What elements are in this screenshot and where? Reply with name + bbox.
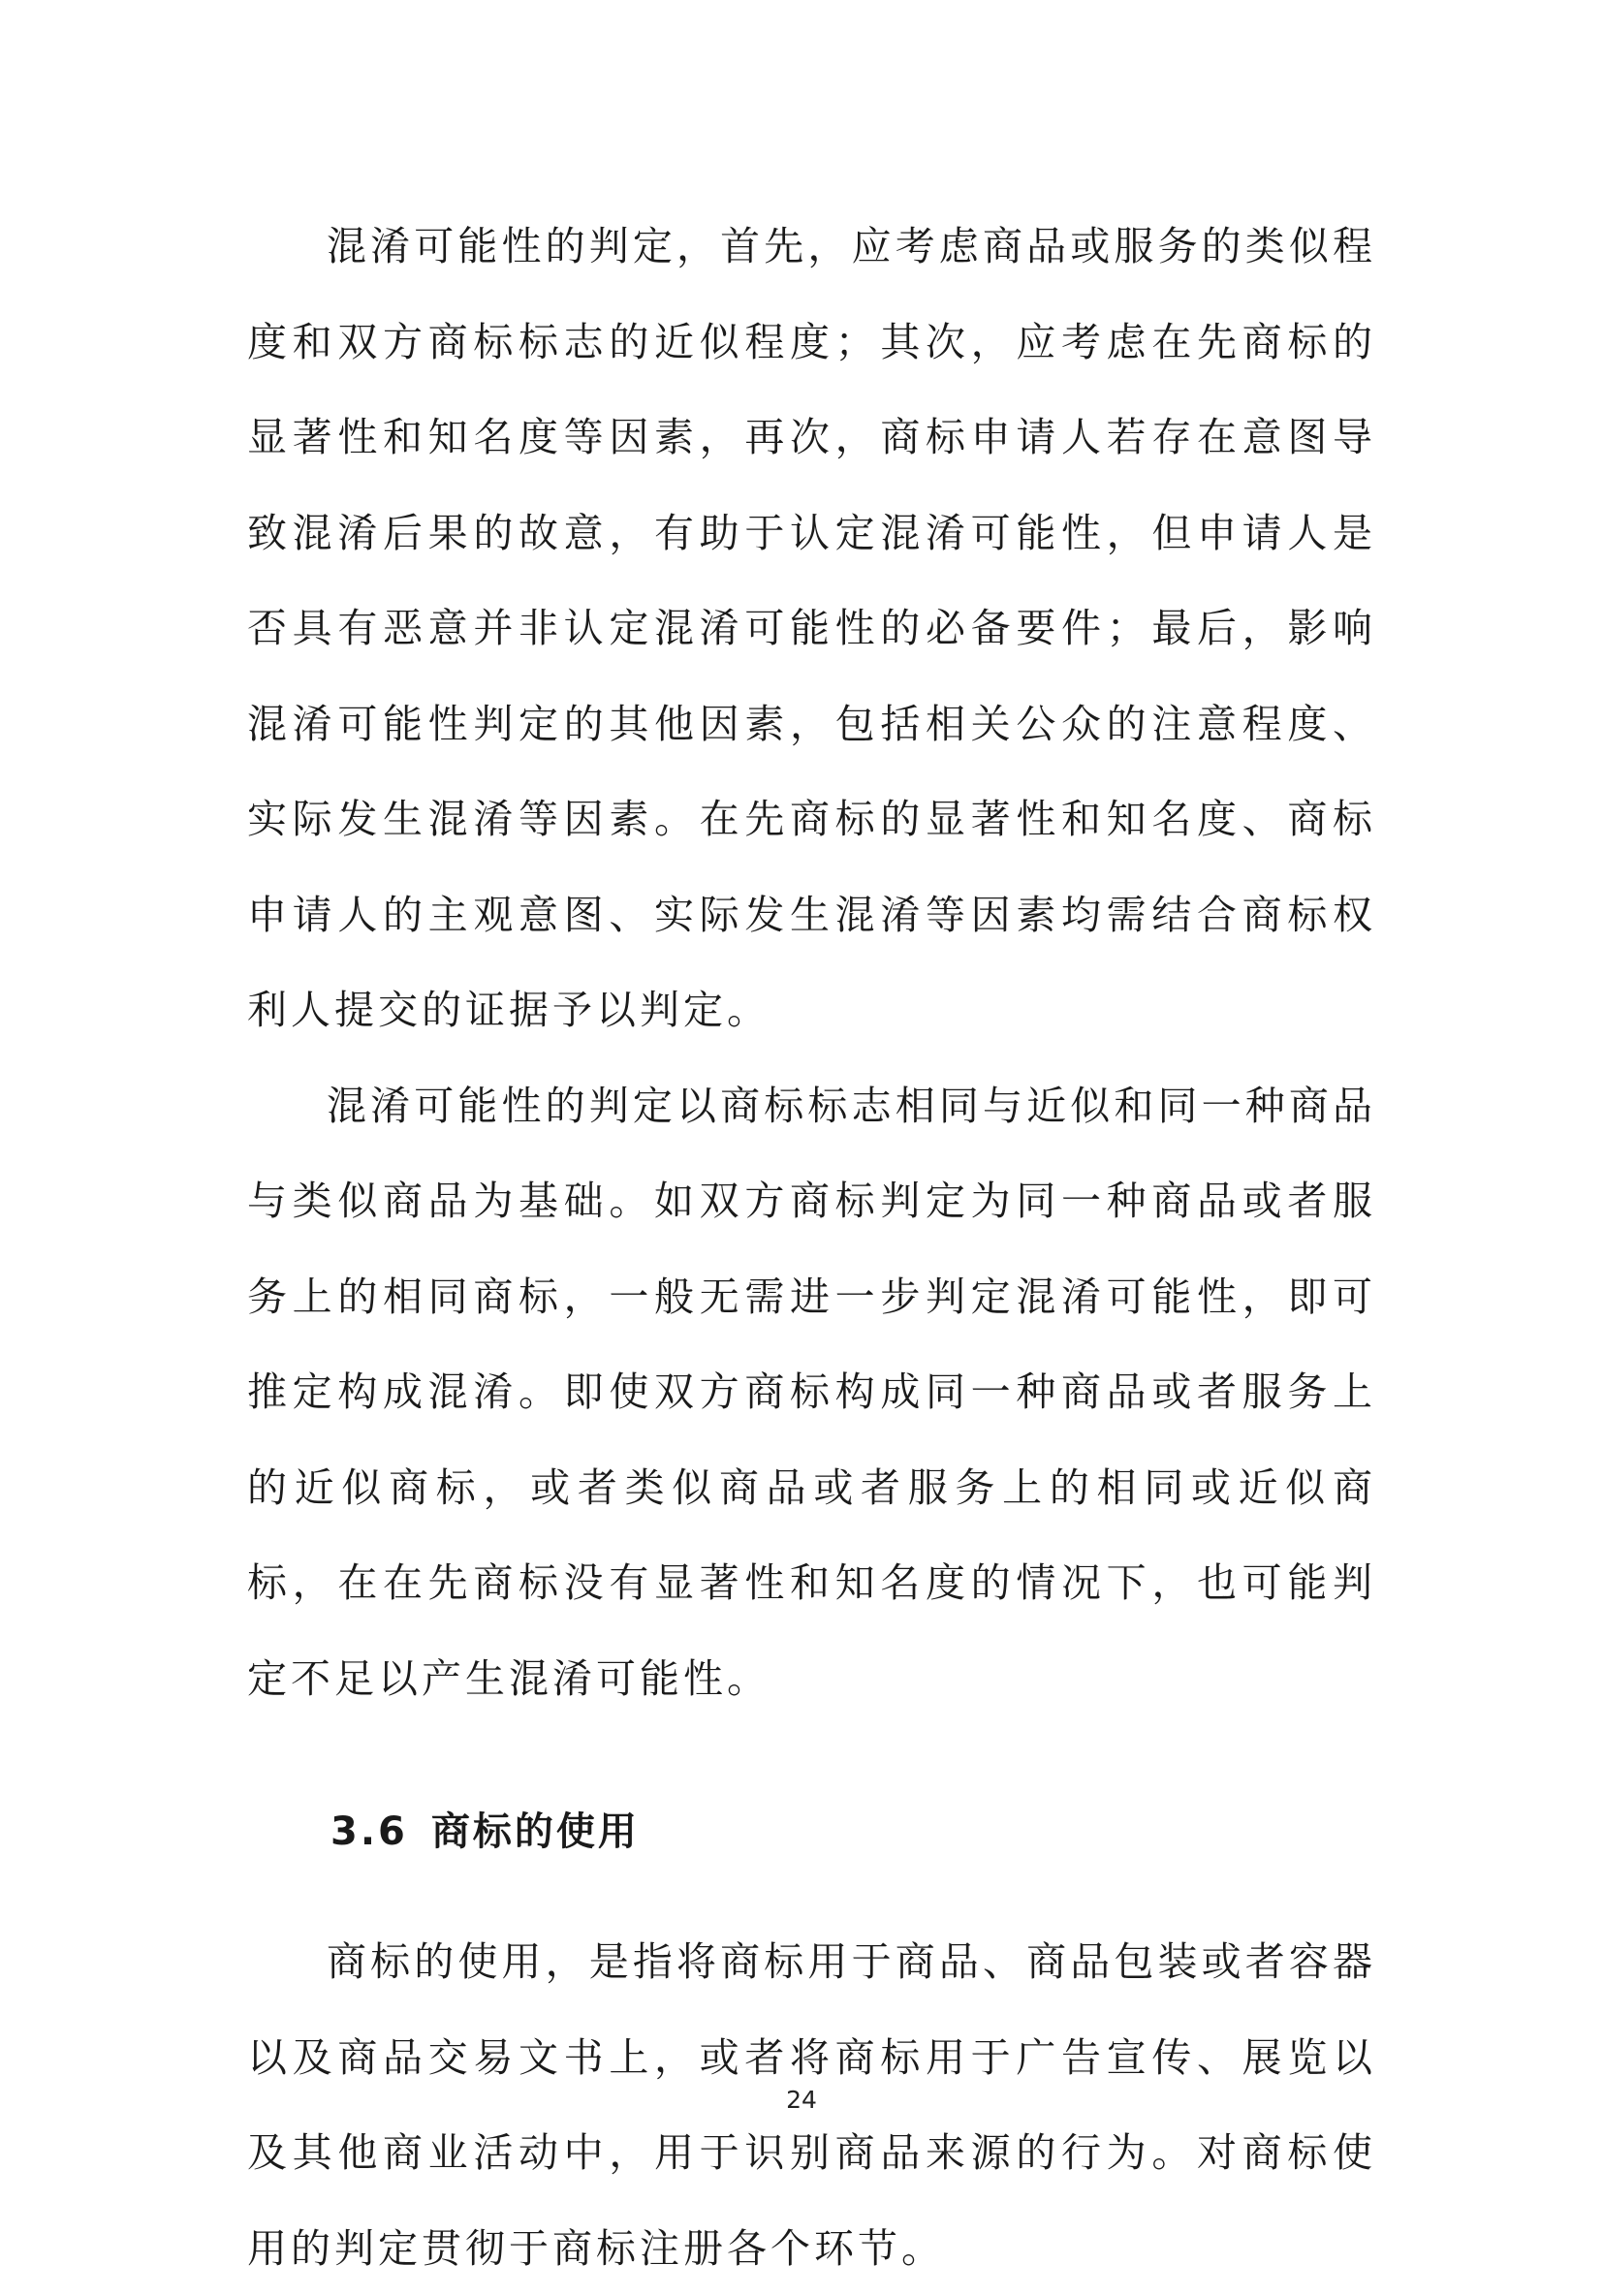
paragraph-confusion-basis: 混淆可能性的判定以商标标志相同与近似和同一种商品与类似商品为基础。如双方商标判定为同一种商品或者服务上的相同商标，一般无需进一步判定混淆可能性，即可推定构成混淆。即使双方商标构成同一种商品或者服务上的近似商标，或者类似商品或者服务上的相同或近似商标，在在先商标没有显著性和知名度的情况下，也可能判定不足以产生混淆可能性。	[247, 1082, 1376, 1702]
section-title: 商标的使用	[430, 1809, 640, 1854]
page-number: 24	[786, 2086, 817, 2114]
section-heading	[247, 1784, 1376, 1879]
paragraph-confusion-factors: 混淆可能性的判定，首先，应考虑商品或服务的类似程度和双方商标标志的近似程度；其次，应考虑在先商标的显著性和知名度等因素，再次，商标申请人若存在意图导致混淆后果的故意，有助于认定混淆可能性，但申请人是否具有恶意并非认定混淆可能性的必备要件；最后，影响混淆可能性判定的其他因素，包括相关公众的注意程度、实际发生混淆等因素。在先商标的显著性和知名度、商标申请人的主观意图、实际发生混淆等因素均需结合商标权利人提交的证据予以判定。	[247, 223, 1376, 1033]
paragraph-trademark-use: 商标的使用，是指将商标用于商品、商品包装或者容器以及商品交易文书上，或者将商标用于广告宣传、展览以及其他商业活动中，用于识别商品来源的行为。对商标使用的判定贯彻于商标注册各个环节。	[247, 1938, 1376, 2272]
section-number: 3.6	[330, 1809, 408, 1854]
page-body	[247, 199, 1376, 2296]
